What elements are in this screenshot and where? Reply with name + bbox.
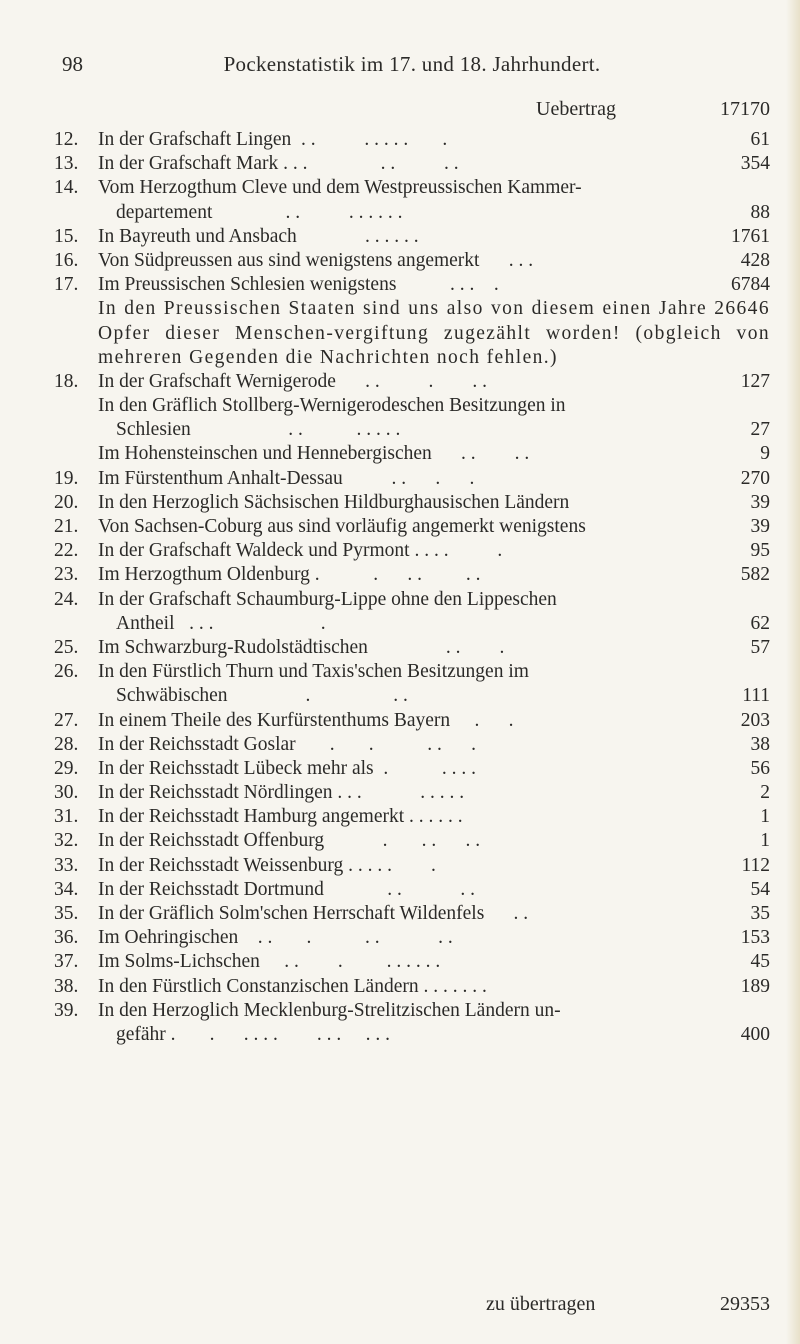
entry-text: Schwäbischen . . .	[116, 685, 408, 707]
entry-number: 16.	[54, 249, 79, 271]
entry-text: In der Reichsstadt Hamburg angemerkt . . . . . .	[98, 806, 463, 828]
entry-text: Von Sachsen-Coburg aus sind vorläufig angemerkt wenigstens	[98, 516, 586, 538]
entries-group-other-states	[54, 370, 770, 1047]
entry-text: In der Reichsstadt Goslar . . . . .	[98, 733, 477, 755]
entry-value: 39	[750, 491, 770, 513]
table-row	[54, 829, 770, 853]
entry-text: In Bayreuth und Ansbach . . . . . .	[98, 225, 419, 247]
entry-value: 54	[750, 878, 770, 900]
entry-number: 35.	[54, 903, 79, 925]
table-row	[54, 975, 770, 999]
entry-value: 354	[740, 153, 770, 175]
table-row	[54, 902, 770, 926]
entry-value: 95	[750, 540, 770, 562]
entry-number: 37.	[54, 951, 79, 973]
table-row	[54, 878, 770, 902]
table-row	[54, 442, 770, 466]
entry-text: Vom Herzogthum Cleve und dem Westpreussischen Kammer-	[98, 177, 582, 199]
entry-value: 35	[750, 903, 770, 925]
entry-value: 1761	[731, 225, 770, 247]
entry-number: 19.	[54, 467, 79, 489]
entry-number: 21.	[54, 516, 79, 538]
entry-number: 23.	[54, 564, 79, 586]
entry-value: 39	[750, 516, 770, 538]
entry-text: In der Grafschaft Lingen . . . . . . . .	[98, 129, 448, 150]
entry-number: 15.	[54, 225, 79, 247]
table-row	[54, 636, 770, 660]
entry-text: Im Preussischen Schlesien wenigstens . . . .	[98, 274, 499, 296]
entry-value: 112	[741, 854, 770, 876]
table-row	[54, 370, 770, 394]
entry-text: In der Reichsstadt Weissenburg . . . . . .	[98, 854, 436, 876]
table-row	[54, 176, 770, 224]
entry-text: In der Gräflich Solm'schen Herrschaft Wildenfels . .	[98, 903, 529, 925]
entry-number: 26.	[54, 661, 79, 683]
entry-value: 62	[750, 612, 770, 634]
table-row	[54, 733, 770, 757]
entry-value: 1	[760, 830, 770, 852]
entry-text: In den Herzoglich Sächsischen Hildburghausischen Ländern	[98, 491, 570, 513]
table-row	[54, 467, 770, 491]
entry-value: 582	[740, 564, 770, 586]
entry-text: Im Solms-Lichschen . . . . . . . . .	[98, 951, 441, 973]
entry-number: 27.	[54, 709, 79, 731]
entry-value: 9	[760, 443, 770, 465]
carry-over-label: Uebertrag	[536, 98, 616, 120]
page-edge	[786, 0, 800, 1344]
table-row	[54, 999, 770, 1047]
entry-number: 24.	[54, 588, 79, 610]
entry-text: Im Oehringischen . . . . . . .	[98, 927, 453, 949]
entry-text: In der Reichsstadt Nördlingen . . . . . . . .	[98, 782, 465, 804]
entry-text: Antheil . . . .	[116, 612, 326, 634]
entry-value: 6784	[731, 274, 770, 296]
entry-text: In der Reichsstadt Offenburg . . . . .	[98, 830, 481, 852]
table-row	[54, 491, 770, 515]
entry-value: 38	[750, 733, 770, 755]
entry-number: 32.	[54, 830, 79, 852]
entry-text: Von Südpreussen aus sind wenigstens angemerkt . . .	[98, 249, 534, 271]
entry-value: 189	[740, 975, 770, 997]
entry-value: 2	[760, 782, 770, 804]
table-row	[54, 225, 770, 249]
table-row	[54, 394, 770, 442]
table-row	[54, 152, 770, 176]
table-row	[54, 249, 770, 273]
entry-value: 57	[750, 636, 770, 658]
entry-number: 36.	[54, 927, 79, 949]
carry-forward-label: zu übertragen	[486, 1293, 596, 1315]
table-row	[54, 563, 770, 587]
entry-text: gefähr . . . . . . . . . . . .	[116, 1023, 391, 1045]
table-row	[54, 539, 770, 563]
table-row	[54, 660, 770, 708]
entry-text: In den Fürstlich Constanzischen Ländern . . . . . . .	[98, 975, 487, 997]
entry-number: 22.	[54, 540, 79, 562]
entry-number: 25.	[54, 636, 79, 658]
table-row	[54, 781, 770, 805]
entry-text: Im Herzogthum Oldenburg . . . . . .	[98, 564, 481, 586]
entry-value: 400	[740, 1023, 770, 1045]
table-row	[54, 588, 770, 636]
running-title: Pockenstatistik im 17. und 18. Jahrhundert.	[223, 52, 601, 76]
entry-value: 153	[740, 927, 770, 949]
entry-number: 33.	[54, 854, 79, 876]
entry-number: 12.	[54, 129, 79, 150]
summary-note: In den Preussischen Staaten sind uns also von diesem einen Jahre 26646 Opfer dieser Menschen-vergiftung zugezählt worden! (obgleich von mehreren Gegenden die Nachrichten noch fehlen.)	[98, 298, 770, 368]
entry-text: In der Reichsstadt Lübeck mehr als . . . . .	[98, 757, 476, 779]
entry-text: Im Schwarzburg-Rudolstädtischen . . .	[98, 636, 505, 658]
entry-text: departement . . . . . . . .	[116, 201, 403, 223]
table-row	[54, 273, 770, 297]
entry-number: 20.	[54, 491, 79, 513]
table-row	[54, 709, 770, 733]
entry-number: 28.	[54, 733, 79, 755]
entry-text: In den Herzoglich Mecklenburg-Strelitzischen Ländern un-	[98, 999, 561, 1021]
entry-text: In den Fürstlich Thurn und Taxis'schen Besitzungen im	[98, 661, 529, 683]
entry-number: 31.	[54, 806, 79, 828]
table-row	[54, 926, 770, 950]
entry-value: 61	[750, 129, 770, 150]
entry-number: 39.	[54, 999, 79, 1021]
entry-value: 111	[742, 685, 770, 707]
entry-value: 203	[740, 709, 770, 731]
page-number: 98	[62, 52, 83, 76]
entry-text: Im Fürstenthum Anhalt-Dessau . . . .	[98, 467, 475, 489]
carry-forward-value: 29353	[720, 1293, 770, 1315]
entry-text: In den Gräflich Stollberg-Wernigerodeschen Besitzungen in	[98, 395, 566, 417]
entry-number: 30.	[54, 782, 79, 804]
entry-number: 18.	[54, 370, 79, 392]
table-row	[54, 515, 770, 539]
page-header	[62, 52, 762, 82]
carry-over-value: 17170	[720, 98, 770, 120]
entry-value: 428	[740, 249, 770, 271]
entry-value: 56	[750, 757, 770, 779]
entry-text: In der Reichsstadt Dortmund . . . .	[98, 878, 475, 900]
entry-number: 17.	[54, 274, 79, 296]
entry-text: In der Grafschaft Waldeck und Pyrmont . . . . .	[98, 540, 503, 562]
entry-text: In einem Theile des Kurfürstenthums Bayern . .	[98, 709, 514, 731]
entry-value: 1	[760, 806, 770, 828]
entry-value: 88	[750, 201, 770, 223]
entry-value: 127	[740, 370, 770, 392]
entry-number: 34.	[54, 878, 79, 900]
table-row	[54, 805, 770, 829]
entry-number: 38.	[54, 975, 79, 997]
entry-value: 45	[750, 951, 770, 973]
entry-value: 27	[750, 419, 770, 441]
entry-text: In der Grafschaft Schaumburg-Lippe ohne den Lippeschen	[98, 588, 557, 610]
entry-number: 14.	[54, 177, 79, 199]
table-row	[54, 757, 770, 781]
table-row	[54, 854, 770, 878]
entry-text: In der Grafschaft Wernigerode . . . . .	[98, 370, 488, 392]
table-row	[54, 128, 770, 152]
entries-list	[54, 128, 770, 1047]
table-row	[54, 950, 770, 974]
entry-text: Schlesien . . . . . . .	[116, 419, 401, 441]
entry-number: 13.	[54, 153, 79, 175]
entry-text: Im Hohensteinschen und Hennebergischen . . . .	[98, 443, 530, 465]
entry-text: In der Grafschaft Mark . . . . . . .	[98, 153, 459, 175]
entries-group-prussia	[54, 128, 770, 297]
entry-number: 29.	[54, 757, 79, 779]
entry-value: 270	[740, 467, 770, 489]
